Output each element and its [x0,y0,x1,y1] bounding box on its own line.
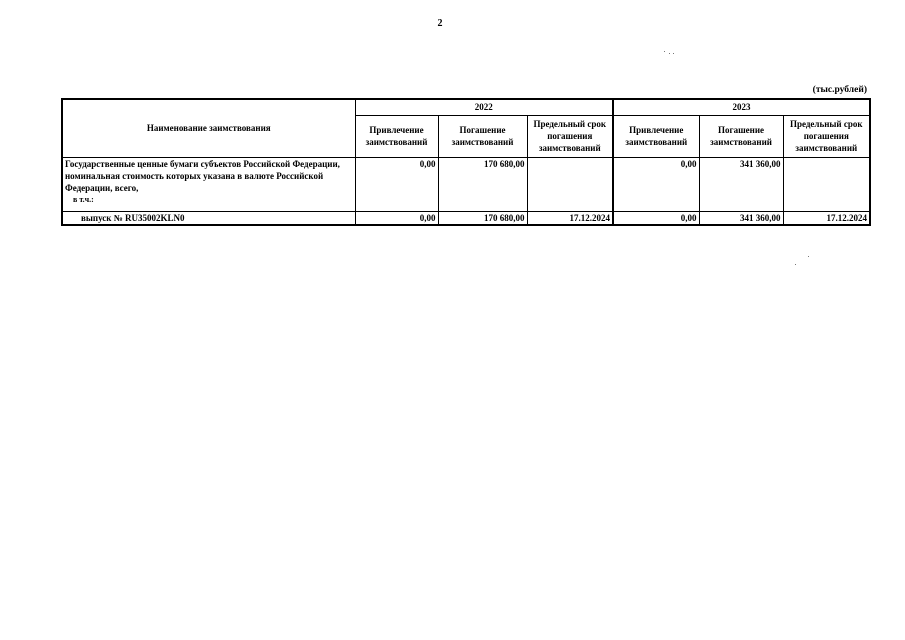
borrowings-table [61,98,871,226]
repayment-header-2022: Погашение заимствований [438,115,527,157]
deadline-2022: 17.12.2024 [527,211,613,225]
row-name: выпуск № RU35002KLN0 [81,212,185,223]
deadline-2022 [527,157,613,211]
name-column-header: Наименование заимствования [62,99,355,157]
row-name: Государственные ценные бумаги субъектов Российской Федерации, номинальная стоимость которых указана в валюте Российской Федерации, всего, [65,158,340,193]
repayment-2022: 170 680,00 [438,211,527,225]
table-row [62,157,870,211]
row-subnote: в т.ч.: [73,194,94,204]
header-row-years [62,99,870,115]
repayment-2023: 341 360,00 [699,157,783,211]
year-header-2022: 2022 [355,99,613,115]
scan-speck [795,264,796,265]
attraction-header-2022: Привлечение заимствований [355,115,438,157]
row-name-cell [62,211,355,225]
deadline-2023: 17.12.2024 [783,211,870,225]
repayment-2023: 341 360,00 [699,211,783,225]
attraction-2022: 0,00 [355,211,438,225]
page-number: 2 [437,18,443,29]
attraction-2023: 0,00 [613,211,699,225]
deadline-2023 [783,157,870,211]
units-label: (тыс.рублей) [812,85,867,95]
table-row [62,211,870,225]
attraction-2023: 0,00 [613,157,699,211]
deadline-header-2022: Предельный срок погашения заимствований [527,115,613,157]
repayment-2022: 170 680,00 [438,157,527,211]
scan-speck [673,53,674,54]
attraction-header-2023: Привлечение заимствований [613,115,699,157]
year-header-2023: 2023 [613,99,870,115]
scan-speck [664,51,665,52]
scan-speck [669,53,670,54]
row-name-cell [62,157,355,211]
attraction-2022: 0,00 [355,157,438,211]
scan-speck [808,256,809,257]
deadline-header-2023: Предельный срок погашения заимствований [783,115,870,157]
repayment-header-2023: Погашение заимствований [699,115,783,157]
